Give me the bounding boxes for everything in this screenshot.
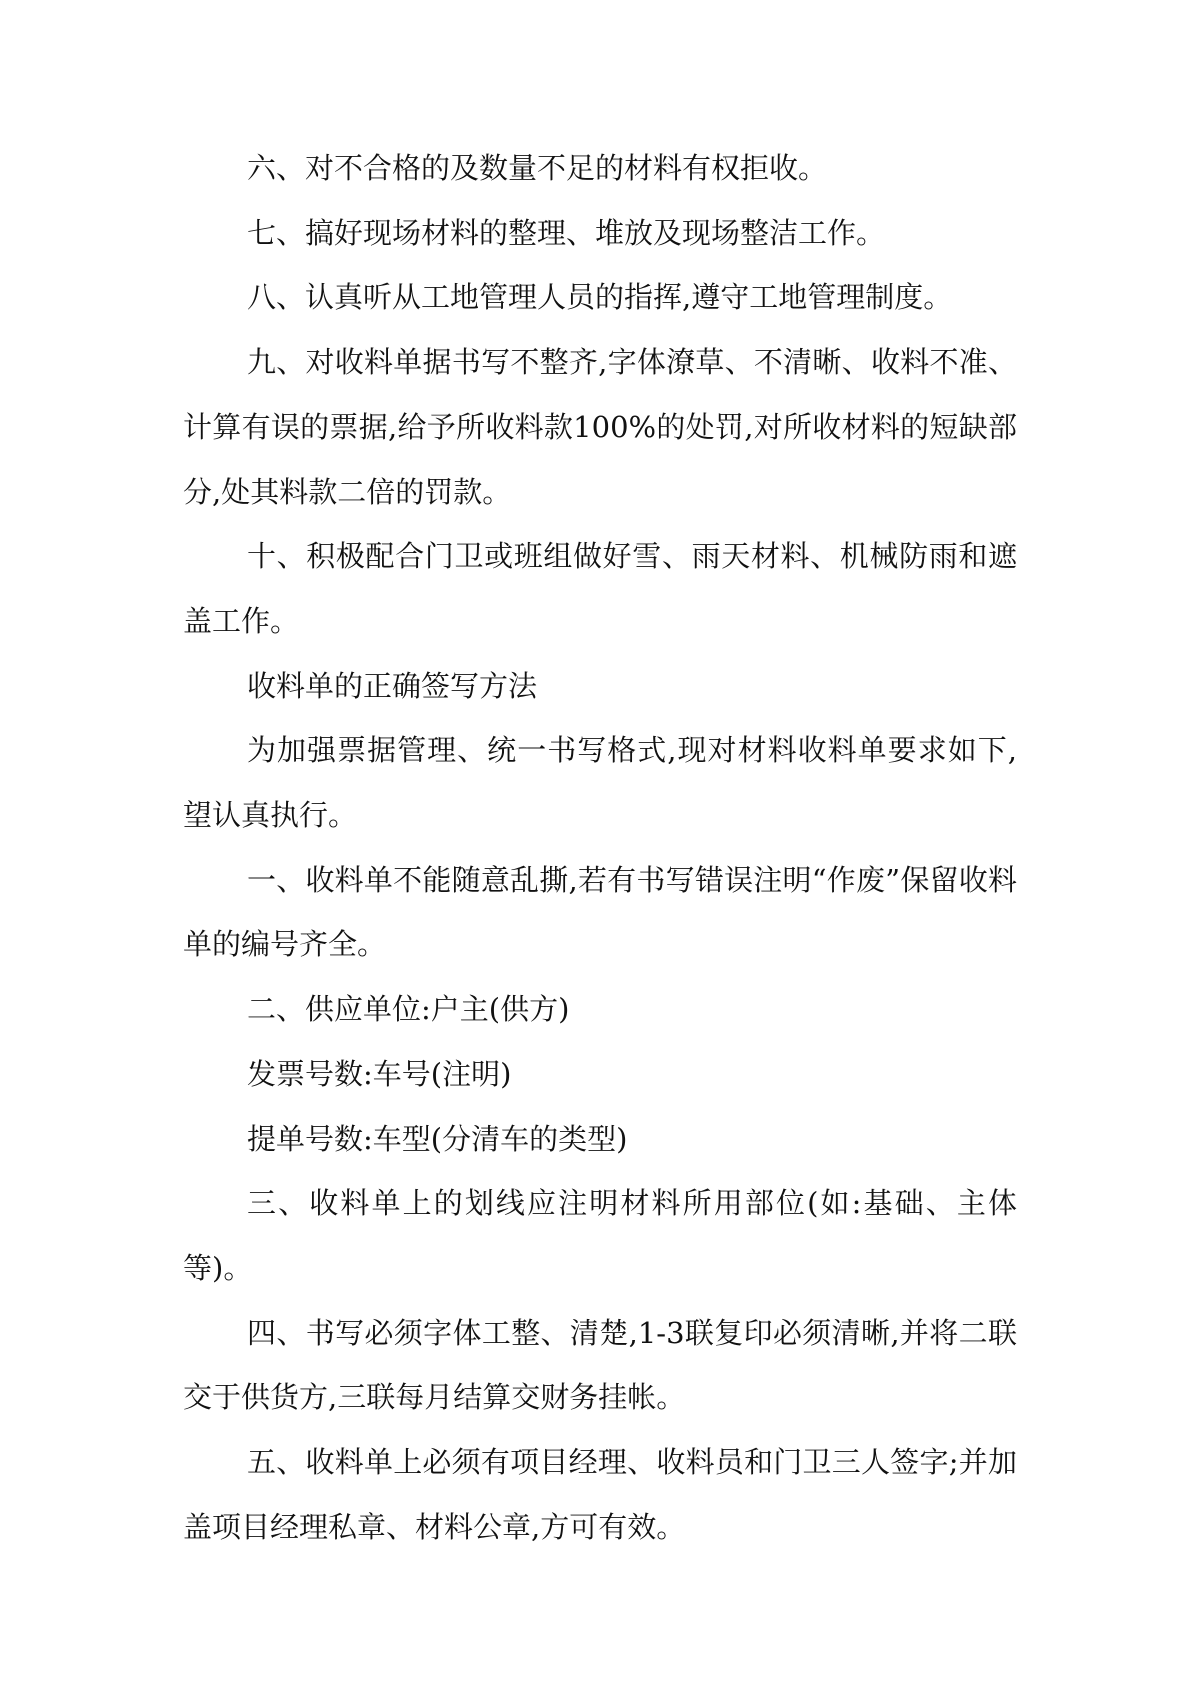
- paragraph-rule-10: 十、积极配合门卫或班组做好雪、雨天材料、机械防雨和遮盖工作。: [183, 539, 1017, 638]
- paragraph-invoice-number: 发票号数:车号(注明): [247, 1056, 512, 1091]
- section-heading: 收料单的正确签写方法: [247, 668, 538, 703]
- paragraph-item-2: 二、供应单位:户主(供方): [247, 992, 570, 1027]
- paragraph-rule-6: 六、对不合格的及数量不足的材料有权拒收。: [247, 151, 828, 185]
- paragraph-item-1: 一、收料单不能随意乱撕,若有书写错误注明“作废”保留收料单的编号齐全。: [183, 862, 1017, 962]
- paragraph-rule-9: 九、对收料单据书写不整齐,字体潦草、不清晰、收料不准、计算有误的票据,给予所收料款100%的处罚,对所收材料的短缺部分,处其料款二倍的罚款。: [183, 345, 1017, 509]
- paragraph-item-3: 三、收料单上的划线应注明材料所用部位(如:基础、主体等)。: [183, 1186, 1017, 1285]
- document-body: [183, 136, 1017, 1559]
- paragraph-item-5: 五、收料单上必须有项目经理、收料员和门卫三人签字;并加盖项目经理私章、材料公章,方可有效。: [183, 1445, 1017, 1544]
- paragraph-item-4: 四、书写必须字体工整、清楚,1-3联复印必须清晰,并将二联交于供货方,三联每月结算交财务挂帐。: [183, 1315, 1017, 1415]
- paragraph-rule-7: 七、搞好现场材料的整理、堆放及现场整洁工作。: [247, 215, 886, 250]
- paragraph-intro: 为加强票据管理、统一书写格式,现对材料收料单要求如下,望认真执行。: [183, 733, 1017, 833]
- paragraph-bill-number: 提单号数:车型(分清车的类型): [247, 1121, 628, 1156]
- paragraph-rule-8: 八、认真听从工地管理人员的指挥,遵守工地管理制度。: [247, 280, 953, 315]
